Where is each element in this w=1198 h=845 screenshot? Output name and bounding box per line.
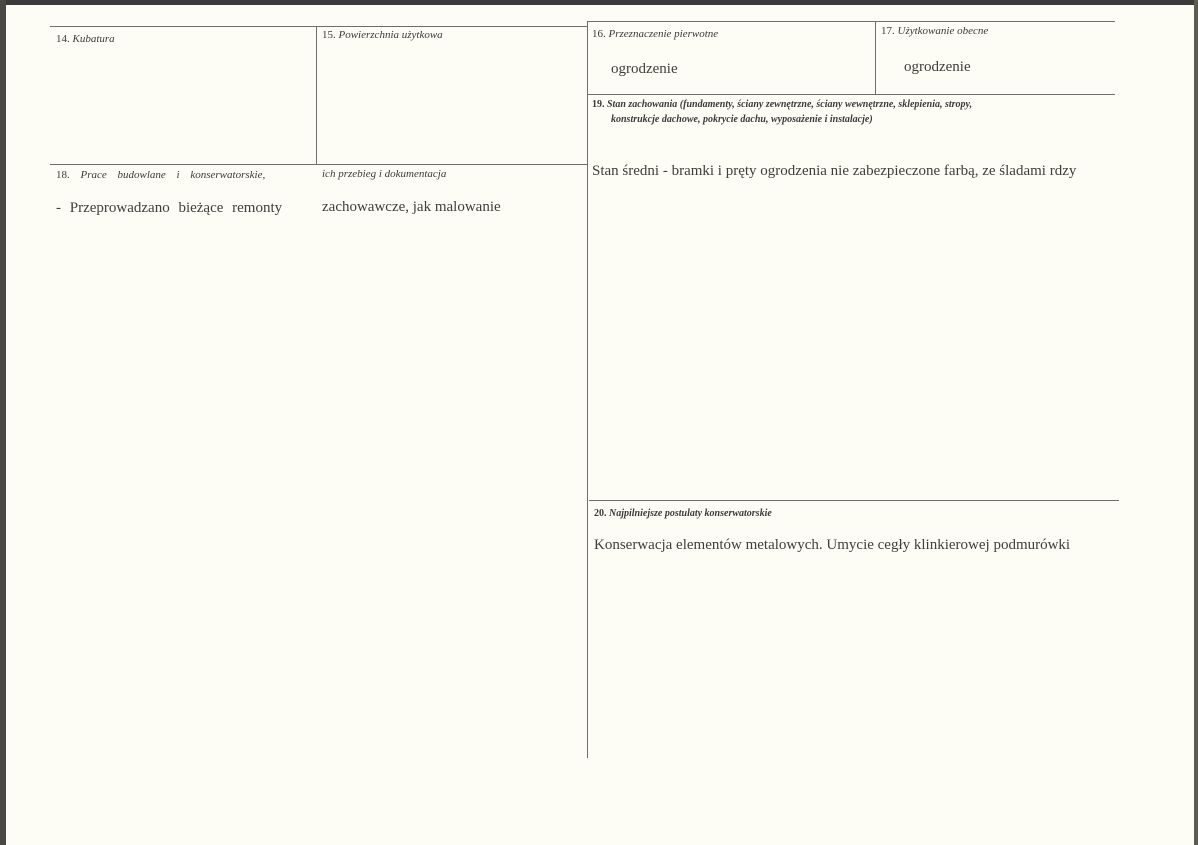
- rule-v-17: [875, 21, 876, 94]
- field-17-value: ogrodzenie: [904, 59, 971, 75]
- field-19-number: 19.: [592, 99, 605, 110]
- field-18-value-b: zachowawcze, jak malowanie: [322, 199, 501, 215]
- field-18-number: 18.: [56, 169, 70, 181]
- field-19-label-line2: konstrukcje dachowe, pokrycie dachu, wyposażenie i instalacje): [611, 114, 873, 125]
- rule-v-15: [316, 26, 317, 164]
- field-19-label-line1: [592, 99, 972, 110]
- field-15-title: Powierzchnia użytkowa: [338, 29, 443, 41]
- field-18-value-a: - Przeprowadzano bieżące remonty: [56, 200, 283, 216]
- field-20-title: Najpilniejsze postulaty konserwatorskie: [609, 508, 772, 519]
- rule-top-right: [587, 21, 1115, 22]
- field-20-number: 20.: [594, 508, 607, 519]
- field-16-title: Przeznaczenie pierwotne: [608, 28, 719, 40]
- field-19-value: Stan średni - bramki i pręty ogrodzenia nie zabezpieczone farbą, ze śladami rdzy: [592, 163, 1077, 179]
- field-18-title-a: Prace budowlane i konserwatorskie,: [80, 169, 266, 181]
- field-18-label-b: ich przebieg i dokumentacja: [322, 168, 447, 180]
- field-20-value: Konserwacja elementów metalowych. Umycie cegły klinkierowej podmurówki: [594, 537, 1071, 553]
- rule-top-left: [50, 26, 587, 27]
- field-14-number: 14.: [56, 33, 70, 45]
- rule-v-center: [587, 21, 588, 758]
- field-16-value: ogrodzenie: [611, 61, 678, 77]
- field-14-label: [56, 33, 115, 45]
- scan-edge-top: [0, 0, 1198, 5]
- field-17-label: [881, 25, 988, 37]
- rule-field20-top: [589, 500, 1119, 501]
- field-20-label: [594, 508, 772, 519]
- field-15-label: [322, 29, 443, 41]
- field-16-label: [592, 28, 718, 40]
- scan-edge-left: [0, 0, 6, 845]
- field-15-number: 15.: [322, 29, 336, 41]
- field-16-number: 16.: [592, 28, 606, 40]
- field-18-label: [56, 169, 265, 181]
- field-14-title: Kubatura: [72, 33, 115, 45]
- rule-field19-top: [587, 94, 1115, 95]
- rule-row1-left: [50, 164, 587, 165]
- field-17-number: 17.: [881, 25, 895, 37]
- field-19-title: Stan zachowania (fundamenty, ściany zewnętrzne, ściany wewnętrzne, sklepienia, stropy,: [607, 99, 973, 110]
- scan-edge-right: [1194, 0, 1198, 845]
- field-17-title: Użytkowanie obecne: [897, 25, 989, 37]
